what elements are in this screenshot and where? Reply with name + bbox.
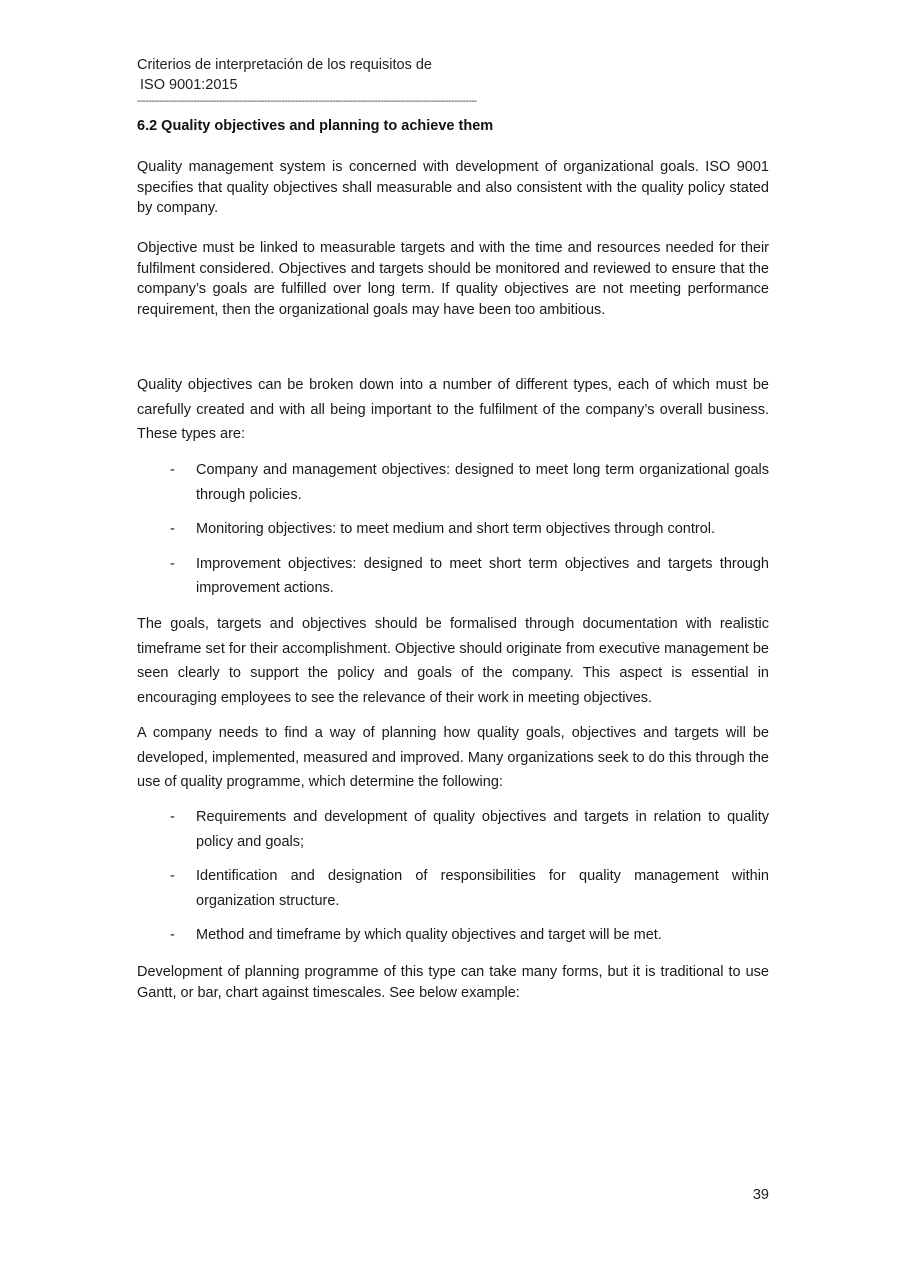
- running-header: [137, 55, 769, 95]
- bullet-dash: -: [170, 521, 175, 537]
- list-item-text: Method and timeframe by which quality objectives and target will be met.: [196, 927, 662, 943]
- header-title-line: Criterios de interpretación de los requisitos de: [137, 57, 432, 73]
- list-item: [137, 517, 769, 542]
- list-item-text: Identification and designation of responsibilities for quality management within organization structure.: [196, 868, 769, 909]
- paragraph-5: A company needs to find a way of planning how quality goals, objectives and targets will be developed, implemented, measured and improved. Many organizations seek to do this through the use of quality programme, which determine the following:: [137, 725, 769, 790]
- header-separator: ------------------------------------------------------------------------------------------------------------------------: [137, 96, 477, 107]
- bullet-dash: -: [170, 868, 175, 884]
- list-item: [137, 864, 769, 913]
- list-item: [137, 458, 769, 507]
- header-standard-line: ISO 9001:2015: [140, 77, 238, 93]
- paragraph-6: Development of planning programme of this type can take many forms, but it is traditional to use Gantt, or bar, chart against timescales. See below example:: [137, 964, 769, 1001]
- paragraph-2: Objective must be linked to measurable targets and with the time and resources needed for their fulfilment considered. Objectives and targets should be monitored and reviewed to ensure that the company’s goals are fulfilled over long term. If quality objectives are not meeting performance requirement, then the organizational goals may have been too ambitious.: [137, 240, 769, 318]
- paragraph-1: Quality management system is concerned with development of organizational goals. ISO 9001 specifies that quality objectives shall measurable and also consistent with the quality policy stated by company.: [137, 159, 769, 216]
- list-item: [137, 923, 769, 948]
- list-item-text: Requirements and development of quality objectives and targets in relation to quality policy and goals;: [196, 809, 769, 850]
- bullet-dash: -: [170, 555, 175, 572]
- list-item-text: Improvement objectives: designed to meet short term objectives and targets through improvement actions.: [196, 555, 769, 596]
- section-heading: 6.2 Quality objectives and planning to achieve them: [137, 118, 494, 134]
- paragraph-3: Quality objectives can be broken down into a number of different types, each of which must be carefully created and with all being important to the fulfilment of the company’s overall business. These types are:: [137, 377, 769, 442]
- objective-types-list: [137, 458, 769, 601]
- bullet-dash: -: [170, 927, 175, 943]
- list-item: [137, 552, 769, 601]
- paragraph-4: The goals, targets and objectives should be formalised through documentation with realistic timeframe set for their accomplishment. Objective should originate from executive management be seen clearly to support the policy and goals of the company. This aspect is essential in encouraging employees to see the relevance of their work in meeting objectives.: [137, 616, 769, 706]
- programme-list: [137, 805, 769, 948]
- list-item-text: Company and management objectives: designed to meet long term organizational goals through policies.: [196, 462, 769, 503]
- list-item: [137, 805, 769, 854]
- bullet-dash: -: [170, 809, 175, 825]
- page-number: 39: [752, 1187, 769, 1203]
- list-item-text: Monitoring objectives: to meet medium and short term objectives through control.: [196, 521, 716, 537]
- bullet-dash: -: [170, 462, 175, 478]
